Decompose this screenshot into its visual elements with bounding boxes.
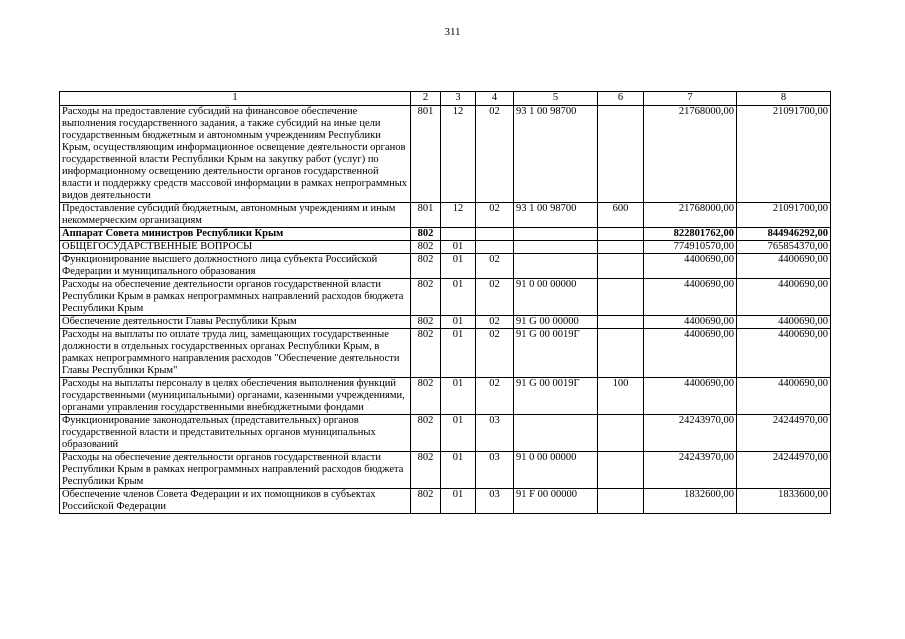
row-ved: 802 bbox=[411, 279, 441, 316]
row-name: Функционирование законодательных (представительных) органов государственной власти и представительных органов муниципальных образований bbox=[60, 415, 411, 452]
row-target-article: 91 0 00 00000 bbox=[514, 452, 598, 489]
row-target-article: 91 G 00 00000 bbox=[514, 316, 598, 329]
header-col-4: 4 bbox=[476, 92, 514, 106]
row-subsection: 02 bbox=[476, 279, 514, 316]
row-ved: 802 bbox=[411, 228, 441, 241]
row-subsection: 02 bbox=[476, 106, 514, 203]
row-expense-type bbox=[598, 106, 644, 203]
row-sum-1: 4400690,00 bbox=[644, 254, 737, 279]
row-target-article bbox=[514, 254, 598, 279]
row-name: Расходы на предоставление субсидий на финансовое обеспечение выполнения государственного задания, а также субсидий на иные цели государственным бюджетным и автономным учреждениям Республики Крым, осуществляющим информационное освещение деятельности органов государственной власти Республики Крым на закупку работ (услуг) по информационному освещению деятельности органов государственной власти и поддержку средств массовой информации в рамках непрограммных видов деятельности bbox=[60, 106, 411, 203]
row-subsection: 02 bbox=[476, 254, 514, 279]
header-col-8: 8 bbox=[737, 92, 831, 106]
row-name: ОБЩЕГОСУДАРСТВЕННЫЕ ВОПРОСЫ bbox=[60, 241, 411, 254]
row-expense-type: 100 bbox=[598, 378, 644, 415]
row-name: Аппарат Совета министров Республики Крым bbox=[60, 228, 411, 241]
row-target-article: 93 1 00 98700 bbox=[514, 203, 598, 228]
row-sum-1: 774910570,00 bbox=[644, 241, 737, 254]
row-subsection: 02 bbox=[476, 329, 514, 378]
row-target-article bbox=[514, 228, 598, 241]
row-target-article: 91 F 00 00000 bbox=[514, 489, 598, 514]
header-col-1: 1 bbox=[60, 92, 411, 106]
row-expense-type bbox=[598, 254, 644, 279]
row-subsection bbox=[476, 228, 514, 241]
row-subsection bbox=[476, 241, 514, 254]
row-section: 01 bbox=[441, 329, 476, 378]
table-row bbox=[60, 378, 831, 415]
table-row bbox=[60, 254, 831, 279]
row-name: Расходы на выплаты персоналу в целях обеспечения выполнения функций государственными (муниципальными) органами, казенными учреждениями, органами управления государственными внебюджетными фондами bbox=[60, 378, 411, 415]
row-sum-1: 4400690,00 bbox=[644, 378, 737, 415]
page-number: 311 bbox=[444, 26, 461, 38]
row-section: 01 bbox=[441, 279, 476, 316]
row-ved: 802 bbox=[411, 415, 441, 452]
row-sum-2: 4400690,00 bbox=[737, 254, 831, 279]
row-name: Расходы на обеспечение деятельности органов государственной власти Республики Крым в рамках непрограммных направлений расходов бюджета Республики Крым bbox=[60, 452, 411, 489]
row-expense-type bbox=[598, 489, 644, 514]
row-sum-2: 844946292,00 bbox=[737, 228, 831, 241]
row-sum-2: 4400690,00 bbox=[737, 279, 831, 316]
row-ved: 802 bbox=[411, 329, 441, 378]
table-row bbox=[60, 106, 831, 203]
table-row bbox=[60, 415, 831, 452]
row-section: 01 bbox=[441, 415, 476, 452]
row-ved: 802 bbox=[411, 378, 441, 415]
row-section: 12 bbox=[441, 203, 476, 228]
table-row bbox=[60, 489, 831, 514]
row-subsection: 02 bbox=[476, 203, 514, 228]
row-sum-1: 4400690,00 bbox=[644, 329, 737, 378]
row-expense-type bbox=[598, 228, 644, 241]
row-sum-2: 24244970,00 bbox=[737, 415, 831, 452]
row-ved: 802 bbox=[411, 241, 441, 254]
row-subsection: 03 bbox=[476, 415, 514, 452]
row-section: 01 bbox=[441, 452, 476, 489]
row-target-article: 93 1 00 98700 bbox=[514, 106, 598, 203]
row-sum-1: 822801762,00 bbox=[644, 228, 737, 241]
row-target-article: 91 0 00 00000 bbox=[514, 279, 598, 316]
row-sum-1: 24243970,00 bbox=[644, 415, 737, 452]
row-sum-2: 24244970,00 bbox=[737, 452, 831, 489]
row-section: 01 bbox=[441, 316, 476, 329]
row-target-article: 91 G 00 0019Г bbox=[514, 378, 598, 415]
row-target-article: 91 G 00 0019Г bbox=[514, 329, 598, 378]
row-expense-type bbox=[598, 316, 644, 329]
table-row bbox=[60, 316, 831, 329]
row-expense-type bbox=[598, 329, 644, 378]
row-subsection: 02 bbox=[476, 378, 514, 415]
table-row bbox=[60, 241, 831, 254]
row-ved: 801 bbox=[411, 203, 441, 228]
row-section: 01 bbox=[441, 254, 476, 279]
row-name: Расходы на выплаты по оплате труда лиц, замещающих государственные должности в отдельных государственных органах Республики Крым, в рамках непрограммного направления расходов "Обеспечение деятельности Главы Республики Крым" bbox=[60, 329, 411, 378]
row-name: Обеспечение членов Совета Федерации и их помощников в субъектах Российской Федерации bbox=[60, 489, 411, 514]
row-name: Обеспечение деятельности Главы Республики Крым bbox=[60, 316, 411, 329]
table-row bbox=[60, 203, 831, 228]
row-section: 12 bbox=[441, 106, 476, 203]
table-row bbox=[60, 329, 831, 378]
row-sum-1: 4400690,00 bbox=[644, 316, 737, 329]
row-sum-1: 4400690,00 bbox=[644, 279, 737, 316]
row-section: 01 bbox=[441, 489, 476, 514]
row-sum-2: 21091700,00 bbox=[737, 203, 831, 228]
row-expense-type: 600 bbox=[598, 203, 644, 228]
row-sum-2: 21091700,00 bbox=[737, 106, 831, 203]
table-row bbox=[60, 228, 831, 241]
row-name: Расходы на обеспечение деятельности органов государственной власти Республики Крым в рамках непрограммных направлений расходов бюджета Республики Крым bbox=[60, 279, 411, 316]
row-target-article bbox=[514, 415, 598, 452]
row-sum-1: 21768000,00 bbox=[644, 203, 737, 228]
row-ved: 801 bbox=[411, 106, 441, 203]
row-sum-2: 4400690,00 bbox=[737, 329, 831, 378]
row-sum-1: 21768000,00 bbox=[644, 106, 737, 203]
row-target-article bbox=[514, 241, 598, 254]
row-sum-2: 4400690,00 bbox=[737, 378, 831, 415]
table-row bbox=[60, 452, 831, 489]
row-sum-1: 1832600,00 bbox=[644, 489, 737, 514]
row-expense-type bbox=[598, 452, 644, 489]
row-ved: 802 bbox=[411, 254, 441, 279]
header-col-3: 3 bbox=[441, 92, 476, 106]
row-section: 01 bbox=[441, 378, 476, 415]
budget-table bbox=[59, 91, 831, 514]
row-subsection: 03 bbox=[476, 452, 514, 489]
row-expense-type bbox=[598, 279, 644, 316]
row-name: Предоставление субсидий бюджетным, автономным учреждениям и иным некоммерческим организациям bbox=[60, 203, 411, 228]
header-col-2: 2 bbox=[411, 92, 441, 106]
header-col-5: 5 bbox=[514, 92, 598, 106]
row-expense-type bbox=[598, 415, 644, 452]
row-sum-2: 1833600,00 bbox=[737, 489, 831, 514]
table-body bbox=[60, 106, 831, 514]
row-section: 01 bbox=[441, 241, 476, 254]
row-sum-2: 765854370,00 bbox=[737, 241, 831, 254]
header-col-6: 6 bbox=[598, 92, 644, 106]
row-subsection: 03 bbox=[476, 489, 514, 514]
row-name: Функционирование высшего должностного лица субъекта Российской Федерации и муниципального образования bbox=[60, 254, 411, 279]
table-row bbox=[60, 279, 831, 316]
row-ved: 802 bbox=[411, 452, 441, 489]
row-section bbox=[441, 228, 476, 241]
header-col-7: 7 bbox=[644, 92, 737, 106]
row-expense-type bbox=[598, 241, 644, 254]
row-sum-2: 4400690,00 bbox=[737, 316, 831, 329]
row-ved: 802 bbox=[411, 316, 441, 329]
row-ved: 802 bbox=[411, 489, 441, 514]
header-row bbox=[60, 92, 831, 106]
row-sum-1: 24243970,00 bbox=[644, 452, 737, 489]
row-subsection: 02 bbox=[476, 316, 514, 329]
